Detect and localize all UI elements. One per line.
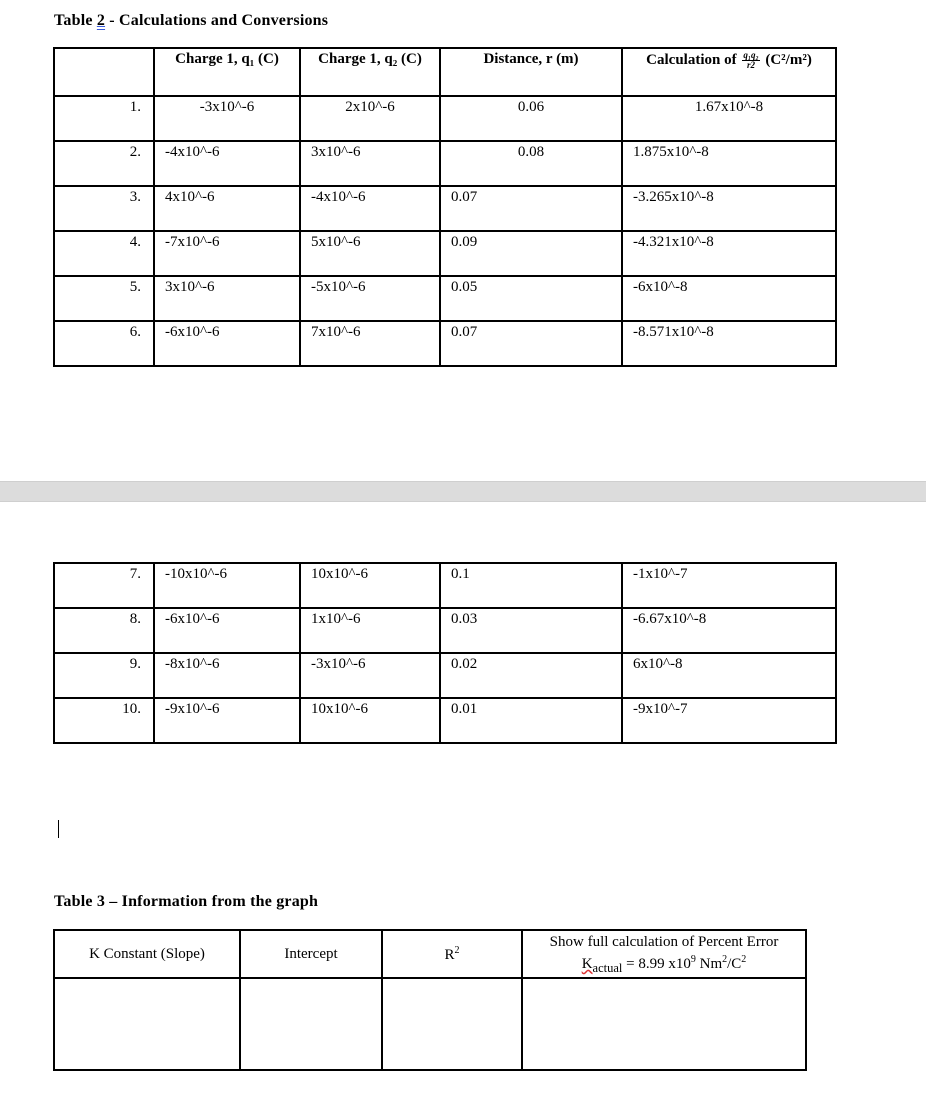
pe-line1: Show full calculation of Percent Error [549,934,779,950]
cell-q2: -3x10^-6 [300,653,440,698]
cell-calculation: -6.67x10^-8 [622,608,836,653]
cell-calculation: -9x10^-7 [622,698,836,743]
table2-page1 [53,47,837,367]
pe-k: K [581,956,593,972]
cell-intercept[interactable] [240,978,382,1070]
table2-header-row [54,48,836,96]
header-distance: Distance, r (m) [440,48,622,96]
cell-q1: -6x10^-6 [154,608,300,653]
row-number: 7. [54,563,154,608]
table3-caption: Table 3 – Information from the graph [54,893,319,910]
cell-q2: 5x10^-6 [300,231,440,276]
cell-q1: 4x10^-6 [154,186,300,231]
cell-q1: -7x10^-6 [154,231,300,276]
cell-q2: 1x10^-6 [300,608,440,653]
pe-exp: 9 [690,954,696,965]
row-number: 3. [54,186,154,231]
text-cursor[interactable] [58,820,59,838]
row-number: 4. [54,231,154,276]
page-break-divider [0,481,926,502]
r2-base: R [444,946,455,963]
cell-q2: 3x10^-6 [300,141,440,186]
cell-q2: -4x10^-6 [300,186,440,231]
table-row [54,186,836,231]
row-number: 5. [54,276,154,321]
pe-units-b: /C [727,956,742,972]
header-calculation [622,48,836,96]
row-number: 10. [54,698,154,743]
cell-q1: -4x10^-6 [154,141,300,186]
row-number: 9. [54,653,154,698]
cell-calculation: -4.321x10^-8 [622,231,836,276]
header-intercept: Intercept [240,930,382,978]
frac-denominator: r2 [746,60,755,70]
table-row [54,653,836,698]
cell-distance: 0.07 [440,321,622,366]
cell-q1: -3x10^-6 [154,96,300,141]
cell-q1: -10x10^-6 [154,563,300,608]
pe-units-sup2: 2 [741,954,747,965]
table3-header-row [54,930,806,978]
table-row [54,698,836,743]
row-number: 2. [54,141,154,186]
cell-q2: 10x10^-6 [300,563,440,608]
table-row [54,96,836,141]
cell-calculation: -1x10^-7 [622,563,836,608]
caption-prefix: Table [54,12,97,29]
table-row [54,608,836,653]
cell-calculation: 6x10^-8 [622,653,836,698]
cell-calculation: -8.571x10^-8 [622,321,836,366]
cell-q2: 7x10^-6 [300,321,440,366]
cell-q2: -5x10^-6 [300,276,440,321]
calc-prefix: Calculation of [646,51,737,68]
table-row [54,563,836,608]
header-q1: Charge 1, q₁ (C) [154,48,300,96]
pe-units-a: Nm [695,956,723,972]
cell-distance: 0.03 [440,608,622,653]
pe-k-sub: actual [592,961,623,975]
caption-rest: - Calculations and Conversions [105,12,329,29]
cell-q2: 10x10^-6 [300,698,440,743]
cell-distance: 0.09 [440,231,622,276]
cell-calculation: -6x10^-8 [622,276,836,321]
table-row [54,321,836,366]
cell-distance: 0.05 [440,276,622,321]
table3-empty-row [54,978,806,1070]
header-index [54,48,154,96]
cell-distance: 0.06 [440,96,622,141]
cell-distance: 0.08 [440,141,622,186]
cell-distance: 0.07 [440,186,622,231]
cell-calculation: 1.875x10^-8 [622,141,836,186]
frac-numerator: q₁q₂ [743,50,759,60]
header-r-squared [382,930,522,978]
table-row [54,276,836,321]
cell-q1: 3x10^-6 [154,276,300,321]
fraction-q1q2-over-r2 [742,51,759,70]
header-k-constant: K Constant (Slope) [54,930,240,978]
header-q2: Charge 1, q₂ (C) [300,48,440,96]
row-number: 1. [54,96,154,141]
table-row [54,141,836,186]
cell-calculation: -3.265x10^-8 [622,186,836,231]
row-number: 8. [54,608,154,653]
row-number: 6. [54,321,154,366]
cell-calculation: 1.67x10^-8 [622,96,836,141]
table2-caption [54,12,328,30]
cell-distance: 0.1 [440,563,622,608]
cell-q1: -6x10^-6 [154,321,300,366]
cell-k-constant[interactable] [54,978,240,1070]
pe-k-actual [581,956,623,975]
header-percent-error [522,930,806,978]
cell-percent-error[interactable] [522,978,806,1070]
cell-distance: 0.01 [440,698,622,743]
calc-units: (C²/m²) [765,51,812,68]
cell-q2: 2x10^-6 [300,96,440,141]
table-row [54,231,836,276]
pe-value: = 8.99 x10 [622,956,691,972]
cell-r-squared[interactable] [382,978,522,1070]
pe-units-sup1: 2 [722,954,728,965]
table2-page2 [53,562,837,744]
cell-q1: -8x10^-6 [154,653,300,698]
caption-number: 2 [96,12,106,29]
cell-q1: -9x10^-6 [154,698,300,743]
r2-sup: 2 [454,944,460,956]
table3 [53,929,807,1071]
cell-distance: 0.02 [440,653,622,698]
